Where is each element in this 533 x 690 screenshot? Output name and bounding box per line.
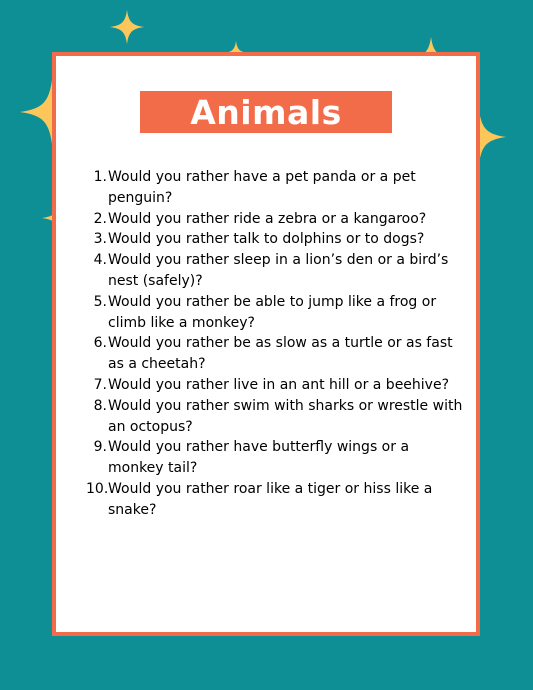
question-number: 7. xyxy=(93,376,107,393)
question-number: 8. xyxy=(93,397,107,414)
question-text: Would you rather be able to jump like a frog or climb like a monkey? xyxy=(108,293,437,331)
list-item xyxy=(86,437,466,479)
question-text: Would you rather talk to dolphins or to dogs? xyxy=(108,231,425,248)
question-number: 4. xyxy=(93,252,107,269)
list-item xyxy=(86,229,466,250)
question-text: Would you rather sleep in a lion’s den or a bird’s nest (safely)? xyxy=(108,252,449,289)
question-text: Would you rather ride a zebra or a kangaroo? xyxy=(108,210,427,227)
page-title: Animals xyxy=(190,92,342,132)
question-number: 3. xyxy=(93,231,107,248)
list-item xyxy=(86,209,466,230)
list-item xyxy=(86,396,466,438)
question-number: 6. xyxy=(93,335,107,352)
question-number: 9. xyxy=(93,439,107,456)
question-list xyxy=(86,167,466,521)
question-text: Would you rather have a pet panda or a pet penguin? xyxy=(108,169,416,206)
question-text: Would you rather swim with sharks or wrestle with an octopus? xyxy=(108,397,463,435)
list-item xyxy=(86,333,466,375)
question-number: 5. xyxy=(93,293,107,310)
list-item xyxy=(86,375,466,396)
question-number: 2. xyxy=(93,210,107,227)
question-text: Would you rather be as slow as a turtle or as fast as a cheetah? xyxy=(108,335,453,373)
list-item xyxy=(86,250,466,292)
list-item xyxy=(86,167,466,209)
sparkle-icon xyxy=(110,10,144,44)
question-text: Would you rather live in an ant hill or a beehive? xyxy=(108,376,450,393)
title-banner xyxy=(140,91,392,133)
question-number: 10. xyxy=(86,480,109,497)
list-item xyxy=(86,479,466,521)
list-item xyxy=(86,292,466,334)
question-text: Would you rather roar like a tiger or hiss like a snake? xyxy=(108,480,433,518)
question-number: 1. xyxy=(93,169,107,185)
question-text: Would you rather have butterfly wings or a monkey tail? xyxy=(108,439,410,477)
